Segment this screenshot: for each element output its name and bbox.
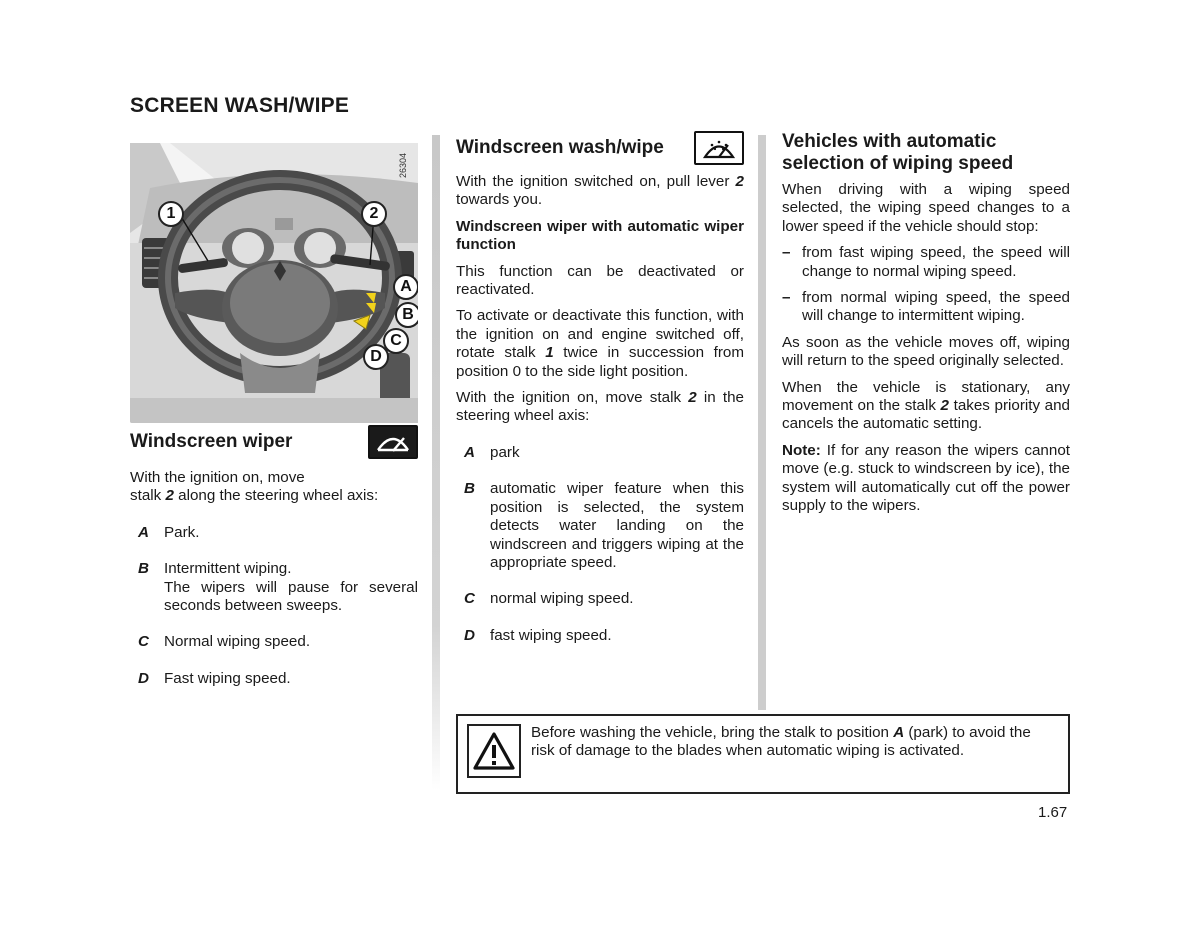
list-item	[130, 670, 418, 688]
list-item	[130, 560, 418, 615]
auto-speed-heading: Vehicles with automatic selection of wiping speed	[782, 131, 1014, 174]
list-item	[456, 627, 744, 645]
intro-line-2-end: along the steering wheel axis:	[173, 487, 379, 505]
wash-wipe-paragraph-4	[456, 389, 744, 426]
option-key: D	[464, 626, 475, 644]
option-text-line-1: Intermittent wiping.	[164, 560, 292, 578]
auto-wiper-subheading: Windscreen wiper with automatic wiper function	[456, 217, 744, 254]
option-text: normal wiping speed.	[490, 590, 634, 608]
text-run: in the steering wheel axis:	[456, 389, 744, 425]
option-text: automatic wiper feature when this position is selected, the system detects water landing on the windscreen and triggers wiping at the appropriate speed.	[490, 480, 744, 571]
auto-speed-paragraph-2: As soon as the vehicle moves off, wiping will return to the speed originally selected.	[782, 333, 1070, 370]
note-label: Note:	[782, 441, 821, 459]
stalk-number: 2	[688, 389, 697, 407]
option-text	[164, 560, 418, 615]
dash-marker: –	[782, 244, 791, 262]
stalk-number: 2	[165, 487, 174, 505]
option-key: C	[464, 590, 475, 608]
option-text-line-2: The wipers will pause for several seconds between sweeps.	[164, 578, 418, 615]
option-key: A	[464, 443, 475, 461]
callout-a: A	[393, 274, 418, 300]
steering-wheel-drawing	[130, 143, 418, 423]
list-item	[456, 444, 744, 462]
option-text: Fast wiping speed.	[164, 669, 291, 687]
windscreen-wiper-heading: Windscreen wiper	[130, 431, 293, 452]
text-run: When the vehicle is stationary, any movement on the stalk	[782, 378, 1070, 415]
wash-wipe-heading: Windscreen wash/wipe	[456, 137, 664, 158]
text-run: takes priority and cancels the automatic setting.	[782, 397, 1071, 433]
warning-box	[456, 714, 1070, 794]
column-divider-left	[432, 135, 440, 790]
text-run: (park) to avoid the risk of damage to the blades when automatic wiping is activated.	[531, 724, 1031, 760]
option-text: Park.	[164, 523, 200, 541]
wash-wipe-paragraph-1	[456, 173, 744, 210]
list-item	[456, 480, 744, 572]
list-item	[782, 244, 1070, 281]
dashboard-illustration	[130, 143, 418, 423]
text-run: With the ignition switched on, pull lever	[456, 173, 736, 190]
auto-speed-paragraph-3	[782, 379, 1070, 434]
stalk-number: 1	[545, 344, 554, 362]
callout-d: D	[363, 344, 389, 370]
text-run: twice in succession from position 0 to the side light position.	[456, 344, 744, 380]
right-column	[782, 131, 1070, 524]
callout-b: B	[395, 302, 418, 328]
stalk-number: 2	[940, 397, 949, 415]
position-key: A	[893, 724, 905, 741]
bullet-text: from normal wiping speed, the speed will change to intermittent wiping.	[802, 289, 1070, 325]
wash-wipe-paragraph-3	[456, 307, 744, 381]
wash-wipe-paragraph-2: This function can be deactivated or reactivated.	[456, 262, 744, 299]
list-item	[130, 524, 418, 542]
intro-line-2-start: stalk	[130, 487, 166, 505]
bullet-text: from fast wiping speed, the speed will change to normal wiping speed.	[802, 244, 1070, 280]
left-column	[130, 143, 418, 706]
option-text: park	[490, 443, 520, 461]
middle-column	[456, 131, 744, 663]
option-key: B	[138, 560, 149, 578]
text-run: To activate or deactivate this function, with the ignition on and engine switched off, rotate stalk	[456, 307, 744, 362]
option-key: B	[464, 480, 475, 498]
warning-triangle-icon	[467, 724, 521, 778]
warning-text	[531, 724, 1068, 761]
option-text: fast wiping speed.	[490, 626, 612, 644]
text-run: With the ignition on, move stalk	[456, 389, 689, 407]
page-number: 1.67	[1038, 804, 1068, 821]
intro-line-1: With the ignition on, move	[130, 469, 305, 486]
windscreen-wiper-header	[130, 425, 418, 459]
list-item	[456, 590, 744, 608]
windscreen-washer-icon	[694, 131, 744, 165]
dash-marker: –	[782, 289, 791, 307]
page-title: SCREEN WASH/WIPE	[130, 94, 350, 117]
column-divider-right	[758, 135, 766, 710]
option-key: D	[138, 669, 149, 687]
windscreen-wiper-intro	[130, 469, 418, 506]
option-key: C	[138, 633, 149, 651]
lever-number: 2	[735, 173, 744, 190]
list-item	[782, 289, 1070, 326]
note-text: If for any reason the wipers cannot move (e.g. stuck to windscreen by ice), the system will automatically cut off the power supply to the wipers.	[782, 441, 1070, 515]
windscreen-wiper-icon	[368, 425, 418, 459]
wash-wipe-header	[456, 131, 744, 165]
list-item	[130, 633, 418, 651]
note-paragraph	[782, 442, 1070, 516]
option-text: Normal wiping speed.	[164, 633, 311, 651]
text-run: towards you.	[456, 191, 543, 209]
callout-1: 1	[158, 201, 184, 227]
illustration-code: 26304	[398, 152, 408, 178]
text-run: Before washing the vehicle, bring the stalk to position	[531, 724, 894, 741]
callout-2: 2	[361, 201, 387, 227]
auto-speed-paragraph-1: When driving with a wiping speed selected, the wiping speed changes to a lower speed if the vehicle should stop:	[782, 181, 1070, 235]
callout-c: C	[383, 328, 409, 354]
option-key: A	[138, 523, 149, 541]
